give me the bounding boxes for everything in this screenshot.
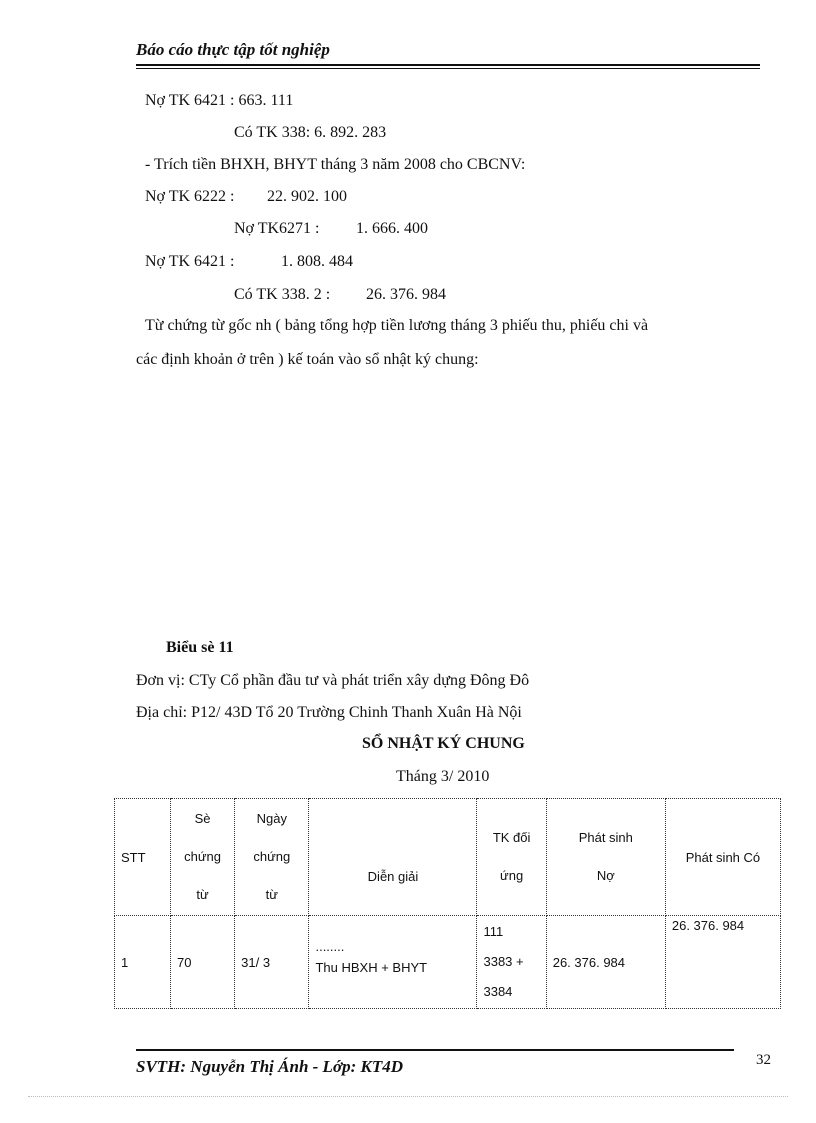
cell-stt: 1	[115, 916, 171, 1009]
entry-line-8: Từ chứng từ gốc nh ( bảng tổng hợp tiền lương tháng 3 phiếu thu, phiếu chi và	[145, 317, 649, 334]
ledger-period: Tháng 3/ 2010	[396, 768, 490, 785]
footer-rule	[136, 1049, 734, 1051]
entry-line-4-account: Nợ TK 6222 :	[145, 188, 235, 205]
cell-contra-account: 111 3383 + 3384	[477, 916, 546, 1009]
entry-line-7-account: Có TK 338. 2 :	[234, 286, 331, 303]
cell-description-dots: ........	[315, 939, 345, 954]
header-description: Diễn giải	[309, 799, 477, 916]
cell-voucher-number: 70	[171, 916, 235, 1009]
entry-line-6-amount: 1. 808. 484	[281, 253, 353, 270]
table-header-row	[115, 799, 781, 916]
entry-line-5-amount: 1. 666. 400	[356, 220, 428, 237]
journal-table	[114, 798, 781, 1009]
header-debit: Phát sinh Nợ	[546, 799, 665, 916]
form-label: Biểu sè 11	[166, 639, 234, 656]
report-header-title: Báo cáo thực tập tốt nghiệp	[136, 40, 330, 59]
header-voucher-date: Ngày chứng từ	[235, 799, 309, 916]
student-name: SVTH: Nguyễn Thị Ánh - Lớp: KT4D	[136, 1057, 403, 1076]
cell-voucher-date: 31/ 3	[235, 916, 309, 1009]
table-row	[115, 916, 781, 1009]
cell-debit: 26. 376. 984	[546, 916, 665, 1009]
entry-line-4-amount: 22. 902. 100	[267, 188, 347, 205]
header-credit: Phát sinh Có	[665, 799, 780, 916]
header-contra-account: TK đối ứng	[477, 799, 546, 916]
entry-line-1: Nợ TK 6421 : 663. 111	[145, 92, 294, 109]
company-address: Địa chỉ: P12/ 43D Tổ 20 Trường Chinh Thanh Xuân Hà Nội	[136, 704, 522, 721]
ledger-title: SỔ NHẬT KÝ CHUNG	[362, 735, 525, 752]
entry-line-7-amount: 26. 376. 984	[366, 286, 446, 303]
cell-description	[309, 916, 477, 1009]
page-bottom-divider	[28, 1096, 788, 1097]
page-number: 32	[756, 1052, 771, 1068]
header-rule-thin	[136, 68, 760, 69]
entry-line-9: các định khoản ở trên ) kế toán vào sổ nhật ký chung:	[136, 351, 479, 368]
entry-line-2: Có TK 338: 6. 892. 283	[234, 124, 387, 141]
header-rule	[136, 64, 760, 66]
cell-description-text: Thu HBXH + BHYT	[315, 960, 428, 975]
entry-line-3: - Trích tiền BHXH, BHYT tháng 3 năm 2008 cho CBCNV:	[145, 156, 526, 173]
header-voucher-number: Sè chứng từ	[171, 799, 235, 916]
entry-line-6-account: Nợ TK 6421 :	[145, 253, 235, 270]
entry-line-5-account: Nợ TK6271 :	[234, 220, 320, 237]
company-unit: Đơn vị: CTy Cổ phần đầu tư và phát triển xây dựng Đông Đô	[136, 672, 530, 689]
cell-credit: 26. 376. 984	[665, 916, 780, 1009]
header-stt: STT	[115, 799, 171, 916]
